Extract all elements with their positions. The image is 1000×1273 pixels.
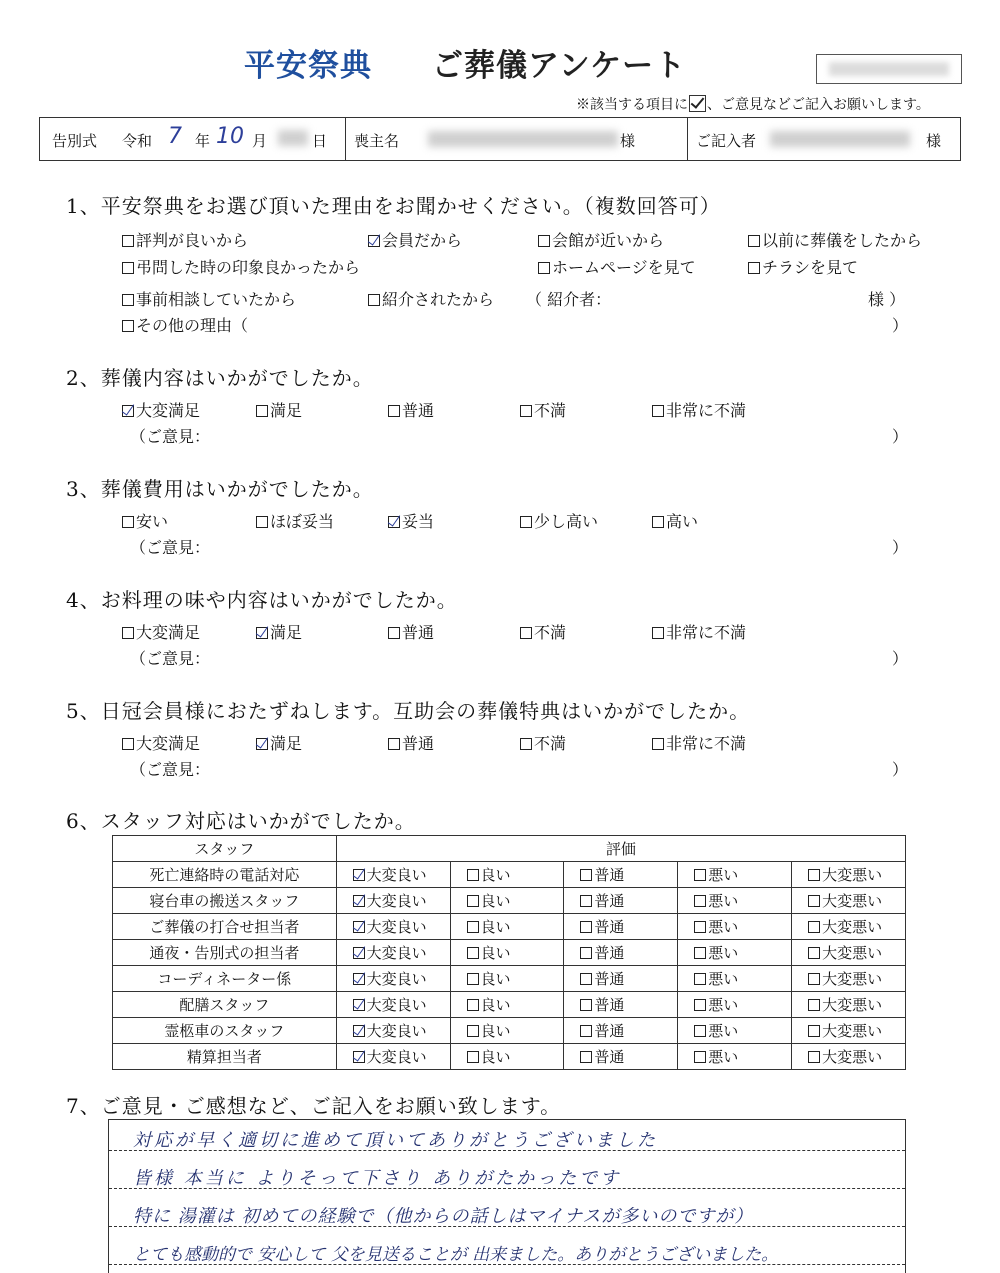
rating-label: 大変良い [366, 866, 427, 884]
rating-cell[interactable] [564, 966, 678, 992]
redacted-writer [770, 131, 910, 147]
rating-label: 大変悪い [822, 1022, 883, 1040]
option-label: 安い [136, 512, 169, 531]
rating-label: 普通 [594, 1048, 625, 1066]
option-label: 普通 [402, 623, 435, 642]
staff-role: 死亡連絡時の電話対応 [113, 862, 337, 888]
rating-label: 大変良い [366, 1048, 427, 1066]
table-row [113, 940, 906, 966]
note-text-before: ※該当する項目に [576, 97, 688, 113]
q4-option[interactable] [122, 620, 200, 643]
question-3-title: 3、葬儀費用はいかがでしたか。 [66, 477, 374, 501]
comment-line-3: 特に 湯灌は 初めての経験で（他からの話しはマイナスが多いのですが） [133, 1206, 754, 1227]
rating-cell[interactable] [336, 992, 450, 1018]
question-1-title: 1、平安祭典をお選び頂いた理由をお聞かせください。（複数回答可） [66, 194, 721, 218]
checkbox[interactable] [694, 1051, 706, 1063]
redacted-day [278, 130, 308, 146]
rating-cell[interactable] [678, 992, 792, 1018]
rating-label: 普通 [594, 970, 625, 988]
rating-cell[interactable] [792, 992, 906, 1018]
checkbox[interactable] [256, 405, 268, 417]
rating-label: 悪い [708, 1022, 739, 1040]
option-label: 会館が近いから [552, 231, 665, 250]
table-row [113, 914, 906, 940]
rating-cell[interactable] [450, 966, 564, 992]
rating-label: 大変良い [366, 970, 427, 988]
option-label: 事前相談していたから [136, 290, 297, 309]
opinion-close: ） [892, 538, 909, 557]
checkbox[interactable] [467, 1051, 479, 1063]
checkbox[interactable] [694, 921, 706, 933]
note-text-after: 、ご意見などご記入お願いします。 [707, 97, 930, 113]
q2-option[interactable] [520, 398, 566, 421]
checkbox[interactable] [808, 895, 820, 907]
rating-cell[interactable] [564, 914, 678, 940]
option-label: 満足 [270, 623, 303, 642]
rating-label: 普通 [594, 866, 625, 884]
q3-option[interactable] [520, 509, 598, 532]
instruction-note [576, 94, 930, 114]
checkbox[interactable] [580, 999, 592, 1011]
brand-title: 平安祭典 [244, 48, 372, 84]
checkbox[interactable] [467, 947, 479, 959]
q4-option[interactable] [520, 620, 566, 643]
checkbox-checked[interactable] [353, 869, 365, 881]
rating-cell[interactable] [336, 1044, 450, 1070]
option-label: 普通 [402, 734, 435, 753]
check-icon [689, 95, 706, 112]
rating-label: 大変良い [366, 892, 427, 910]
q5-option[interactable] [520, 731, 566, 754]
q1-option[interactable] [122, 228, 248, 251]
opinion-label: （ご意見： [130, 649, 211, 668]
checkbox[interactable] [122, 235, 134, 247]
checkbox[interactable] [122, 738, 134, 750]
staff-role: 霊柩車のスタッフ [113, 1018, 337, 1044]
rating-cell[interactable] [678, 1018, 792, 1044]
rating-cell[interactable] [336, 940, 450, 966]
checkbox[interactable] [467, 895, 479, 907]
staff-role: 通夜・告別式の担当者 [113, 940, 337, 966]
rating-label: 良い [480, 944, 511, 962]
checkbox-checked[interactable] [353, 1025, 365, 1037]
checkbox[interactable] [652, 627, 664, 639]
checkbox[interactable] [694, 947, 706, 959]
rating-label: 良い [480, 892, 511, 910]
rating-cell[interactable] [792, 1044, 906, 1070]
checkbox[interactable] [652, 405, 664, 417]
option-label: 大変満足 [136, 734, 201, 753]
checkbox[interactable] [652, 738, 664, 750]
day-unit: 日 [312, 132, 328, 150]
option-label: 以前に葬儀をしたから [762, 231, 923, 250]
table-header-row [113, 836, 906, 862]
rating-label: 良い [480, 918, 511, 936]
checkbox[interactable] [122, 516, 134, 528]
checkbox-checked[interactable] [353, 973, 365, 985]
staff-role: 精算担当者 [113, 1044, 337, 1070]
checkbox[interactable] [580, 1051, 592, 1063]
rating-cell[interactable] [564, 888, 678, 914]
checkbox[interactable] [652, 516, 664, 528]
ceremony-info-bar [39, 117, 961, 161]
rating-cell[interactable] [678, 966, 792, 992]
option-label: 少し高い [534, 512, 599, 531]
checkbox[interactable] [580, 921, 592, 933]
checkbox[interactable] [694, 1025, 706, 1037]
ceremony-label: 告別式 [52, 132, 98, 150]
q3-option[interactable] [122, 509, 168, 532]
table-row [113, 862, 906, 888]
referrer-label: （ 紹介者： [526, 290, 612, 309]
q1-option[interactable] [748, 255, 858, 278]
question-6-title: 6、スタッフ対応はいかがでしたか。 [66, 809, 416, 833]
option-label: ほぼ妥当 [270, 512, 335, 531]
option-label: 満足 [270, 734, 303, 753]
checkbox[interactable] [808, 1051, 820, 1063]
option-label: その他の理由（ [136, 316, 249, 335]
rating-label: 良い [480, 866, 511, 884]
q3-option[interactable] [256, 509, 334, 532]
checkbox[interactable] [368, 294, 380, 306]
rating-cell[interactable] [564, 992, 678, 1018]
checkbox[interactable] [580, 869, 592, 881]
rating-label: 悪い [708, 1048, 739, 1066]
q3-option[interactable] [388, 509, 434, 532]
checkbox[interactable] [580, 973, 592, 985]
q1-option[interactable] [122, 287, 296, 310]
rating-cell[interactable] [564, 862, 678, 888]
rating-label: 大変悪い [822, 1048, 883, 1066]
rating-label: 普通 [594, 996, 625, 1014]
checkbox[interactable] [520, 516, 532, 528]
rating-cell[interactable] [792, 940, 906, 966]
option-label: 不満 [534, 623, 567, 642]
checkbox[interactable] [808, 947, 820, 959]
q1-option[interactable] [122, 313, 248, 336]
rating-label: 普通 [594, 892, 625, 910]
checkbox[interactable] [538, 262, 550, 274]
q1-option[interactable] [368, 287, 494, 310]
rating-label: 大変悪い [822, 970, 883, 988]
checkbox[interactable] [122, 320, 134, 332]
option-label: 弔問した時の印象良かったから [136, 258, 361, 277]
survey-title: ご葬儀アンケート [432, 48, 687, 84]
staff-role: コーディネーター係 [113, 966, 337, 992]
rating-cell[interactable] [564, 1018, 678, 1044]
option-label: 会員だから [382, 231, 463, 250]
redacted-id [829, 62, 949, 76]
staff-role: 配膳スタッフ [113, 992, 337, 1018]
rating-cell[interactable] [336, 914, 450, 940]
checkbox[interactable] [467, 869, 479, 881]
rating-label: 大変悪い [822, 892, 883, 910]
checkbox[interactable] [808, 869, 820, 881]
checkbox-checked[interactable] [256, 627, 268, 639]
checkbox[interactable] [520, 738, 532, 750]
question-7-title: 7、ご意見・ご感想など、ご記入をお願い致します。 [66, 1094, 562, 1118]
rating-label: 大変悪い [822, 918, 883, 936]
checkbox[interactable] [580, 895, 592, 907]
option-label: 普通 [402, 401, 435, 420]
table-row [113, 1044, 906, 1070]
rating-cell[interactable] [450, 862, 564, 888]
rating-cell[interactable] [792, 862, 906, 888]
checkbox-checked[interactable] [353, 1051, 365, 1063]
month-unit: 月 [252, 132, 268, 150]
staff-role: 寝台車の搬送スタッフ [113, 888, 337, 914]
q3-option[interactable] [652, 509, 698, 532]
q1-option[interactable] [122, 255, 360, 278]
option-label: 大変満足 [136, 623, 201, 642]
rating-label: 普通 [594, 944, 625, 962]
writer-suffix: 様 [926, 132, 942, 150]
option-label: 紹介されたから [382, 290, 495, 309]
opinion-close: ） [892, 649, 909, 668]
rating-cell[interactable] [678, 862, 792, 888]
option-label: 評判が良いから [136, 231, 249, 250]
checkbox[interactable] [256, 516, 268, 528]
divider [687, 118, 688, 160]
rating-cell[interactable] [792, 1018, 906, 1044]
id-box [816, 54, 962, 84]
checkbox[interactable] [122, 294, 134, 306]
rating-label: 普通 [594, 1022, 625, 1040]
rating-label: 良い [480, 970, 511, 988]
staff-role: ご葬儀の打合せ担当者 [113, 914, 337, 940]
checkbox-checked[interactable] [353, 895, 365, 907]
rating-cell[interactable] [450, 1044, 564, 1070]
comment-line-4: とても感動的で 安心して 父を見送ることが 出来ました。ありがとうございました。 [133, 1245, 779, 1265]
rating-label: 大変良い [366, 944, 427, 962]
rating-cell[interactable] [450, 914, 564, 940]
table-row [113, 888, 906, 914]
q1-option[interactable] [368, 228, 462, 251]
checkbox[interactable] [388, 627, 400, 639]
q4-option[interactable] [256, 620, 302, 643]
rating-cell[interactable] [336, 1018, 450, 1044]
table-row [113, 992, 906, 1018]
opinion-label: （ご意見： [130, 427, 211, 446]
rating-label: 大変悪い [822, 866, 883, 884]
rating-label: 悪い [708, 970, 739, 988]
comment-line-1: 対応が早く適切に進めて頂いてありがとうございました [133, 1130, 658, 1151]
referrer-suffix: 様 ） [868, 290, 906, 309]
rating-cell[interactable] [678, 1044, 792, 1070]
q2-option[interactable] [388, 398, 434, 421]
rating-cell[interactable] [678, 914, 792, 940]
rating-label: 悪い [708, 918, 739, 936]
option-label: 非常に不満 [666, 623, 747, 642]
q4-option[interactable] [652, 620, 746, 643]
chief-mourner-suffix: 様 [620, 132, 636, 150]
q1-option[interactable] [538, 228, 664, 251]
rating-cell[interactable] [450, 1018, 564, 1044]
checkbox-checked[interactable] [388, 516, 400, 528]
checkbox[interactable] [538, 235, 550, 247]
rating-cell[interactable] [450, 992, 564, 1018]
rating-label: 大変良い [366, 918, 427, 936]
rating-label: 大変悪い [822, 996, 883, 1014]
option-label: 満足 [270, 401, 303, 420]
checkbox-checked[interactable] [353, 921, 365, 933]
question-4-title: 4、お料理の味や内容はいかがでしたか。 [66, 588, 458, 612]
checkbox[interactable] [580, 947, 592, 959]
checkbox[interactable] [694, 895, 706, 907]
col-header-staff: スタッフ [113, 836, 337, 862]
month-value[interactable]: 10 [216, 124, 244, 149]
rating-label: 大変良い [366, 1022, 427, 1040]
q2-option[interactable] [652, 398, 746, 421]
rating-cell[interactable] [336, 966, 450, 992]
year-unit: 年 [195, 132, 211, 150]
q4-option[interactable] [388, 620, 434, 643]
checkbox-checked[interactable] [353, 947, 365, 959]
opinion-close: ） [892, 427, 909, 446]
rating-label: 大変悪い [822, 944, 883, 962]
option-label: 非常に不満 [666, 734, 747, 753]
option-label: ホームページを見て [552, 258, 696, 277]
checkbox[interactable] [467, 1025, 479, 1037]
rating-cell[interactable] [336, 862, 450, 888]
option-label: 妥当 [402, 512, 435, 531]
checkbox[interactable] [808, 999, 820, 1011]
rating-label: 良い [480, 996, 511, 1014]
table-row [113, 1018, 906, 1044]
checkbox[interactable] [122, 627, 134, 639]
table-row [113, 966, 906, 992]
checkbox[interactable] [467, 999, 479, 1011]
checkbox[interactable] [808, 921, 820, 933]
checkbox[interactable] [694, 869, 706, 881]
rating-cell[interactable] [564, 1044, 678, 1070]
checkbox[interactable] [808, 1025, 820, 1037]
question-2-title: 2、葬儀内容はいかがでしたか。 [66, 366, 374, 390]
checkbox-checked[interactable] [368, 235, 380, 247]
rating-label: 悪い [708, 866, 739, 884]
q5-option[interactable] [652, 731, 746, 754]
checkbox[interactable] [388, 405, 400, 417]
checkbox[interactable] [388, 738, 400, 750]
q1-option[interactable] [748, 228, 922, 251]
option-label: 不満 [534, 734, 567, 753]
rating-label: 悪い [708, 944, 739, 962]
opinion-label: （ご意見： [130, 538, 211, 557]
rating-cell[interactable] [678, 888, 792, 914]
checkbox[interactable] [520, 405, 532, 417]
question-5-title: 5、日冠会員様におたずねします。互助会の葬儀特典はいかがでしたか。 [66, 699, 751, 723]
col-header-rating: 評価 [336, 836, 905, 862]
q2-option[interactable] [122, 398, 200, 421]
checkbox[interactable] [122, 262, 134, 274]
rating-cell[interactable] [792, 914, 906, 940]
checkbox[interactable] [467, 973, 479, 985]
option-label: チラシを見て [762, 258, 859, 277]
rating-label: 良い [480, 1048, 511, 1066]
rating-cell[interactable] [450, 888, 564, 914]
option-label: 非常に不満 [666, 401, 747, 420]
checkbox[interactable] [694, 999, 706, 1011]
option-label: 大変満足 [136, 401, 201, 420]
rating-label: 大変良い [366, 996, 427, 1014]
rating-label: 普通 [594, 918, 625, 936]
opinion-label: （ご意見： [130, 760, 211, 779]
rating-cell[interactable] [792, 888, 906, 914]
redacted-chief-mourner [428, 131, 618, 147]
opinion-close: ） [892, 760, 909, 779]
rating-label: 良い [480, 1022, 511, 1040]
checkbox[interactable] [520, 627, 532, 639]
era-label: 令和 [122, 132, 153, 150]
q1-option[interactable] [538, 255, 696, 278]
checkbox[interactable] [748, 235, 760, 247]
checkbox-checked[interactable] [122, 405, 134, 417]
rating-cell[interactable] [336, 888, 450, 914]
checkbox[interactable] [808, 973, 820, 985]
writer-label: ご記入者 [696, 132, 757, 150]
rating-label: 悪い [708, 892, 739, 910]
q5-option[interactable] [256, 731, 302, 754]
rating-cell[interactable] [564, 940, 678, 966]
other-close: ） [892, 316, 909, 335]
option-label: 不満 [534, 401, 567, 420]
chief-mourner-label: 喪主名 [354, 132, 400, 150]
q2-option[interactable] [256, 398, 302, 421]
rating-cell[interactable] [792, 966, 906, 992]
q5-option[interactable] [388, 731, 434, 754]
checkbox[interactable] [580, 1025, 592, 1037]
year-value[interactable]: 7 [168, 124, 182, 149]
checkbox[interactable] [748, 262, 760, 274]
rating-cell[interactable] [450, 940, 564, 966]
staff-table-body [113, 862, 906, 1070]
option-label: 高い [666, 512, 699, 531]
q5-option[interactable] [122, 731, 200, 754]
checkbox[interactable] [694, 973, 706, 985]
divider [345, 118, 346, 160]
checkbox[interactable] [467, 921, 479, 933]
checkbox-checked[interactable] [353, 999, 365, 1011]
rating-label: 悪い [708, 996, 739, 1014]
staff-rating-table [112, 835, 906, 1070]
comment-line-2: 皆様 本当に よりそって下さり ありがたかったです [133, 1168, 622, 1189]
checkbox-checked[interactable] [256, 738, 268, 750]
rating-cell[interactable] [678, 940, 792, 966]
comment-box[interactable] [108, 1119, 906, 1273]
